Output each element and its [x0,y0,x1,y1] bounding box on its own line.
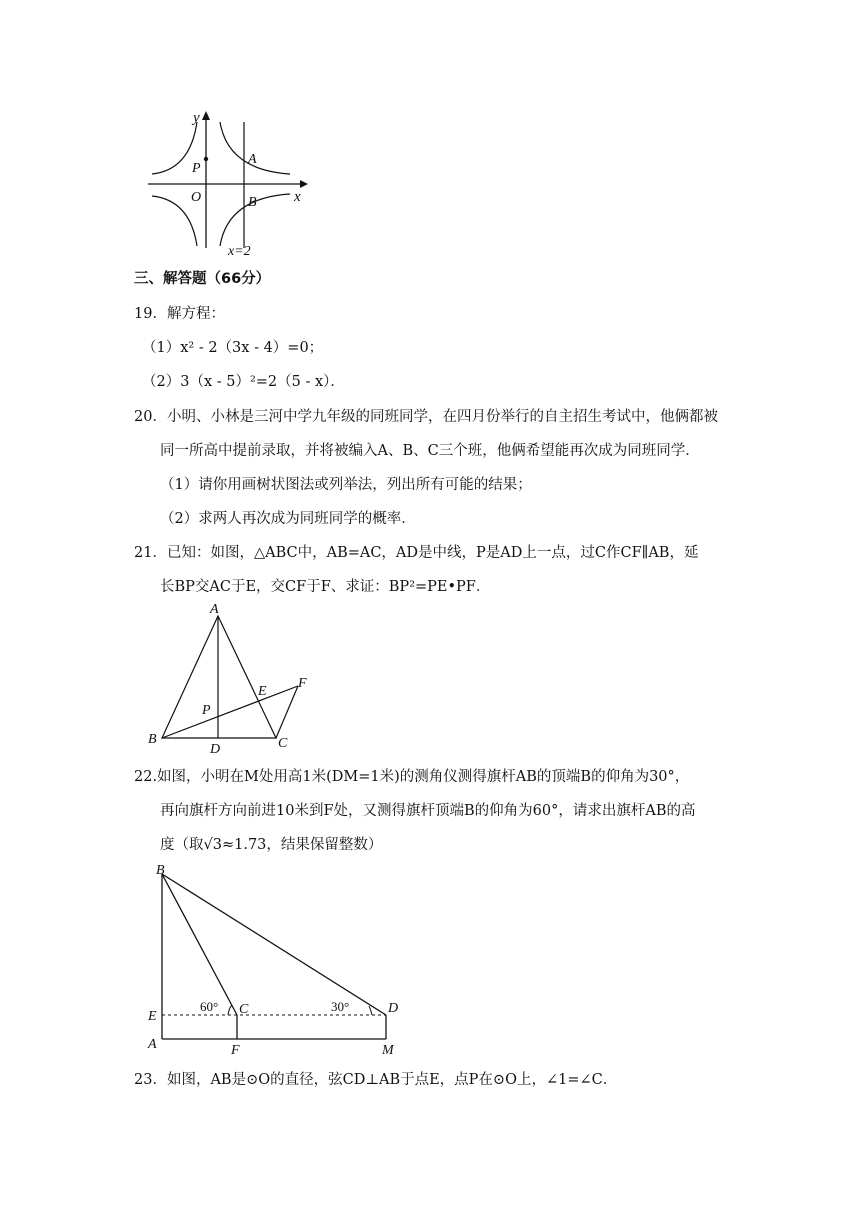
label-b: B [148,732,157,747]
q22-line1: 22.如图，小明在M处用高1米(DM=1米)的测角仪测得旗杆AB的顶端B的仰角为30°， [134,769,690,785]
angle-60-arc [228,1005,232,1015]
y-axis-arrow [202,111,210,120]
label-b: B [156,863,165,878]
q23-line1: 23．如图，AB是⊙O的直径，弦CD⊥AB于点E，点P在⊙O上，∠1=∠C． [134,1072,618,1088]
label-f: F [231,1043,240,1058]
label-angle-30: 30° [331,999,350,1014]
q19-stem: 19．解方程： [134,306,225,322]
q20-part2: （2）求两人再次成为同班同学的概率． [160,511,416,527]
sightline-bd [162,874,386,1015]
angle-30-arc [369,1006,372,1015]
label-d: D [210,742,221,757]
label-a: A [248,152,257,167]
label-e: E [258,684,267,699]
label-d: D [388,1001,399,1016]
point-p [204,157,208,161]
label-x: x [294,189,301,205]
label-o: O [191,190,202,205]
q21-line1: 21．已知：如图，△ABC中，AB=AC，AD是中线，P是AD上一点，过C作CF∥AB，延 [134,545,699,561]
section-heading: 三、解答题（66分） [134,271,271,287]
sightline-bc [162,874,237,1015]
q21-line2: 长BP交AC于E，交CF于F、求证：BP²=PE•PF． [160,579,491,595]
q20-line1: 20．小明、小林是三河中学九年级的同班同学，在四月份举行的自主招生考试中，他俩都被 [134,409,718,425]
label-f: F [298,676,307,691]
x-axis-arrow [300,180,308,188]
label-e: E [148,1009,157,1024]
label-c: C [239,1002,249,1017]
label-a: A [148,1037,157,1052]
label-b: B [248,195,257,210]
q19-part2: （2）3（x ‑ 5）²=2（5 ‑ x）． [142,374,345,390]
label-a: A [210,602,219,617]
label-y: y [193,110,200,126]
q20-part1: （1）请你用画树状图法或列举法，列出所有可能的结果； [160,477,532,493]
label-angle-60: 60° [200,999,219,1014]
triangle-abc [162,616,276,738]
label-m: M [382,1043,394,1058]
label-c: C [278,736,288,751]
q19-part1: （1）x² ‑ 2（3x ‑ 4）=0； [142,340,324,356]
label-line: x=2 [228,244,251,258]
hyperbola-figure [140,108,320,258]
flagpole-figure [140,860,410,1060]
q20-line2: 同一所高中提前录取，并将被编入A、B、C三个班，他俩希望能再次成为同班同学． [160,443,700,459]
triangle-figure [140,600,330,758]
q22-line3: 度（取√3≈1.73，结果保留整数） [160,837,383,853]
segment-cf [276,686,298,738]
label-p: P [202,703,211,718]
label-p: P [192,161,201,176]
q22-line2: 再向旗杆方向前进10米到F处，又测得旗杆顶端B的仰角为60°，请求出旗杆AB的高 [160,803,696,819]
hyperbola-branch-q2 [152,122,197,174]
